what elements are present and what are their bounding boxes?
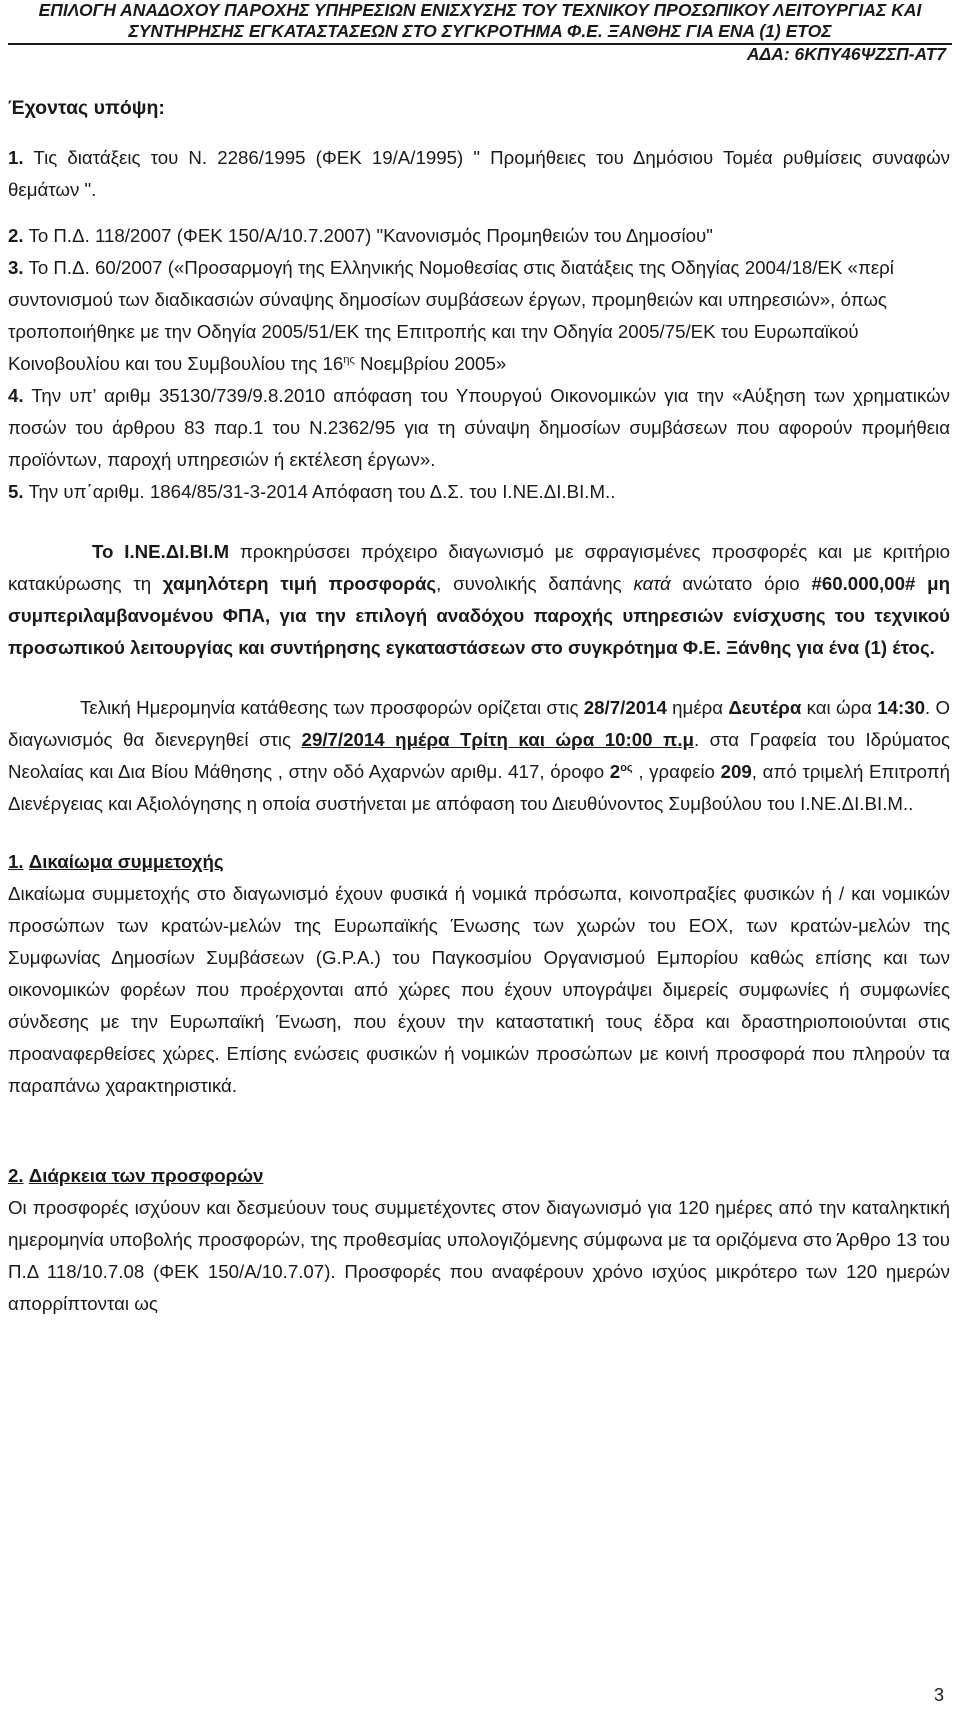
budget-amount: #60.000,00# [811, 573, 916, 594]
org-name: Το Ι.ΝΕ.ΔΙ.ΒΙ.Μ [92, 541, 230, 562]
floor-number: 2 [609, 761, 621, 782]
offer-word: προσφοράς [328, 573, 437, 594]
considering-item-1 [8, 142, 950, 206]
floor-sup: ος [620, 761, 633, 774]
header-line-2: ΣΥΝΤΗΡΗΣΗΣ ΕΓΚΑΤΑΣΤΑΣΕΩΝ ΣΤΟ ΣΥΓΚΡΟΤΗΜΑ Φ.Ε. ΞΑΝΘΗΣ ΓΙΑ ΕΝΑ (1) ΕΤΟΣ [128, 21, 832, 41]
header-line-1: ΕΠΙΛΟΓΗ ΑΝΑΔΟΧΟΥ ΠΑΡΟΧΗΣ ΥΠΗΡΕΣΙΩΝ ΕΝΙΣΧΥΣΗΣ ΤΟΥ ΤΕΧΝΙΚΟΥ ΠΡΟΣΩΠΙΚΟΥ ΛΕΙΤΟΥΡΓΙΑΣ ΚΑΙ [38, 0, 922, 20]
item-text: Την υπ΄αριθμ. 1864/85/31-3-2014 Απόφαση του Δ.Σ. του Ι.ΝΕ.ΔΙ.ΒΙ.Μ.. [28, 481, 616, 502]
section-2-heading [8, 1160, 950, 1192]
considering-item-4 [8, 380, 950, 476]
announcement-text [317, 573, 329, 594]
announcement-bold-text: μη συμπεριλαμβανομένου ΦΠΑ, για την επιλογή αναδόχου παροχής υπηρεσιών ενίσχυσης του τεχνικού προσωπικού λειτουργίας και συντήρησης εγκαταστάσεων στο συγκρότημα Φ.Ε. Ξάνθης για ένα (1) έτος. [8, 573, 950, 658]
document-body [8, 84, 950, 1320]
considering-item-5 [8, 476, 950, 508]
section-2-body: Οι προσφορές ισχύουν και δεσμεύουν τους συμμετέχοντες στον διαγωνισμό για 120 ημέρες από την καταληκτική ημερομηνία υποβολής προσφορών, της προθεσμίας υπολογιζόμενης σύμφωνα με τα οριζόμενα στο Άρθρο 13 του Π.Δ 118/10.7.08 (ΦΕΚ 150/Α/10.7.07). Προσφορές που αναφέρουν χρόνο ισχύος μικρότερο των 120 ημερών απορρίπτονται ως [8, 1197, 950, 1314]
announcement-text: ανώτατο όριο [670, 573, 812, 594]
announcement-text: προκηρύσσει πρόχειρο διαγωνισμό με σφραγισμένες προσφορές και με κριτήριο κατακύρωσης τη [8, 541, 950, 594]
section-title: Διάρκεια των προσφορών [28, 1165, 264, 1186]
deadline-text: . Ο διαγωνισμός θα διενεργηθεί στις [8, 697, 951, 750]
section-number: 2. [8, 1165, 24, 1186]
contest-datetime: 29/7/2014 ημέρα Τρίτη και ώρα 10:00 π.μ [301, 729, 694, 750]
item-sup: ης [343, 353, 355, 366]
item-number: 2. [8, 225, 24, 246]
item-text: Το Π.Δ. 118/2007 (ΦΕΚ 150/Α/10.7.2007) "Κανονισμός Προμηθειών του Δημοσίου" [28, 225, 713, 246]
deadline-text: . στα Γραφεία του Ιδρύματος Νεολαίας και Δια Βίου Μάθησης , στην οδό Αχαρνών αριθμ. 417, όροφο [8, 729, 950, 782]
ada-code: ΑΔΑ: 6ΚΠΥ46ΨΖΣΠ-ΑΤ7 [746, 44, 946, 64]
deadline-text: ημέρα [666, 697, 729, 718]
deadline-text: Τελική Ημερομηνία κατάθεσης των προσφορών ορίζεται στις [80, 697, 584, 718]
page-number: 3 [933, 1685, 944, 1705]
considering-item-3 [8, 252, 950, 380]
item-text-end: Νοεμβρίου 2005» [354, 353, 507, 374]
item-number: 3. [8, 257, 24, 278]
item-text: Το Π.Δ. 60/2007 («Προσαρμογή της Ελληνικής Νομοθεσίας στις διατάξεις της Οδηγίας 2004/18/ΕΚ «περί συντονισμού των διαδικασιών σύναψης δημοσίων συμβάσεων έργων, προμηθειών και υπηρεσιών», όπως τροποποιήθηκε με την Οδηγία 2005/51/ΕΚ της Επιτροπής και την Οδηγία 2005/75/ΕΚ του Ευρωπαϊκού Κοινοβουλίου και του Συμβουλίου της 16 [8, 257, 894, 374]
item-text: Την υπ’ αριθμ 35130/739/9.8.2010 απόφαση του Υπουργού Οικονομικών για την «Αύξηση των χρηματικών ποσών του άρθρου 83 παρ.1 του Ν.2362/95 για τη σύναψη δημοσίων συμβάσεων που αφορούν προμήθεια προϊόντων, παροχή υπηρεσιών ή εκτέλεση έργων». [8, 385, 951, 470]
announcement-paragraph [8, 536, 950, 664]
deadline-text: , γραφείο [632, 761, 721, 782]
deadline-time: 14:30 [877, 697, 926, 718]
item-number: 5. [8, 481, 24, 502]
deadline-day: Δευτέρα [728, 697, 802, 718]
announcement-text: , συνολικής δαπάνης [436, 573, 634, 594]
section-number: 1. [8, 851, 24, 872]
item-text: Τις διατάξεις του Ν. 2286/1995 (ΦΕΚ 19/Α/1995) " Προμήθειες του Δημόσιου Τομέα ρυθμίσεις συναφών θεμάτων ". [8, 147, 950, 200]
section-1-body: Δικαίωμα συμμετοχής στο διαγωνισμό έχουν φυσικά ή νομικά πρόσωπα, κοινοπραξίες φυσικών ή / και νομικών προσώπων των κρατών-μελών της Ευρωπαϊκής Ένωσης των χωρών του ΕΟΧ, των κρατών-μελών της Συμφωνίας Δημοσίων Συμβάσεων (G.P.A.) του Παγκοσμίου Οργανισμού Εμπορίου καθώς επίσης και των οικονομικών φορέων που προέρχονται από χώρες που έχουν υπογράψει διμερείς συμφωνίες ή συμφωνίες σύνδεσης με την Ευρωπαϊκή Ένωση, που έχουν την καταστατική τους έδρα και δραστηριοποιούνται στις προαναφερθείσες χώρες. Επίσης ενώσεις φυσικών ή νομικών προσώπων με κοινή προσφορά που πληρούν τα παραπάνω χαρακτηριστικά. [8, 883, 950, 1096]
deadline-date: 28/7/2014 [583, 697, 667, 718]
item-number: 4. [8, 385, 24, 406]
award-criterion: χαμηλότερη τιμή [162, 573, 317, 594]
max-word: κατά [633, 573, 671, 594]
deadline-text: και ώρα [801, 697, 878, 718]
deadline-paragraph [8, 692, 950, 820]
document-header [8, 0, 952, 42]
section-1-heading [8, 846, 950, 878]
item-number: 1. [8, 147, 24, 168]
section-title: Δικαίωμα συμμετοχής [28, 851, 224, 872]
deadline-text: , από τριμελή Επιτροπή Διενέργειας και Αξιολόγησης η οποία συστήνεται με απόφαση του Διευθύνοντος Συμβούλου του Ι.ΝΕ.ΔΙ.ΒΙ.Μ.. [8, 761, 950, 814]
office-number: 209 [720, 761, 752, 782]
considering-item-2 [8, 220, 950, 252]
considering-title: Έχοντας υπόψη: [8, 97, 165, 119]
